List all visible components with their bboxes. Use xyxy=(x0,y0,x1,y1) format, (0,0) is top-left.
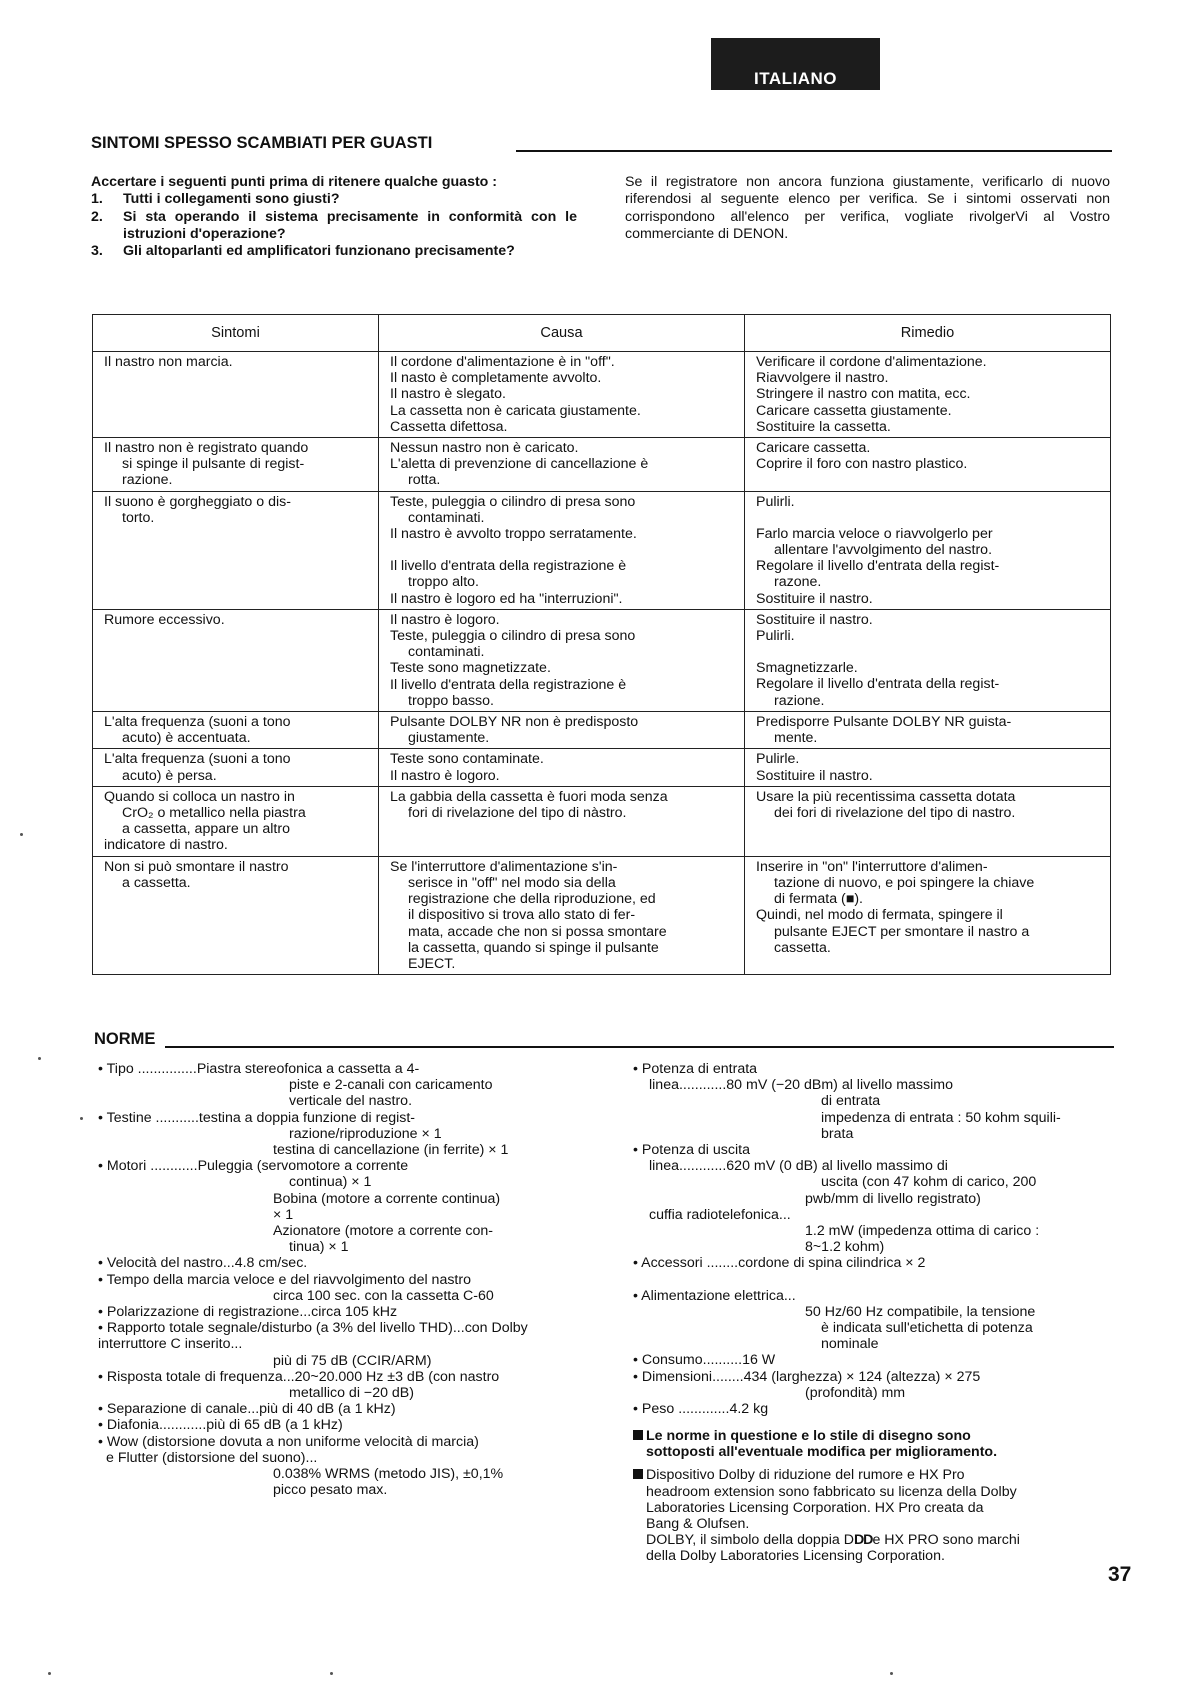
spec-label: • Potenza di entrata xyxy=(633,1061,758,1077)
spec-label-line xyxy=(98,1320,582,1352)
intro-list-item xyxy=(91,209,577,244)
spec-value: 4.8 cm/sec. xyxy=(234,1255,308,1272)
cell-line: Il nastro è logoro. xyxy=(390,611,500,628)
cell-line: mente. xyxy=(774,730,818,747)
spec-item xyxy=(633,1142,1115,1158)
spec-leader-dots: ........ xyxy=(702,1255,739,1272)
cell-line: serisce in "off" nel modo sia della xyxy=(408,874,616,891)
intro-note: Se il registratore non ancora funziona giustamente, verificarlo di nuovo riferendosi al seguente elenco per verifica. Se i sintomi osservati non corrispondono all'elenco per verifica, vogliate rivolgerVi al Vostro commerciante di DENON. xyxy=(625,174,1110,242)
spec-label-line xyxy=(633,1288,1115,1304)
table-cell-rimedio xyxy=(745,438,1111,492)
spec-value-line: metallico di −20 dB) xyxy=(289,1385,414,1402)
spec-value: con Dolby interruttore C inserito... xyxy=(98,1320,528,1353)
cell-line: la cassetta, quando si spinge il pulsante xyxy=(408,939,659,956)
cell-line: Smagnetizzarle. xyxy=(756,660,858,677)
table-cell-causa xyxy=(379,491,745,609)
specs-right-column xyxy=(633,1061,1115,1417)
spec-value: circa 105 kHz xyxy=(311,1304,398,1321)
cell-line: dei fori di rivelazione del tipo di nastro. xyxy=(774,805,1016,822)
intro-item-number: 3. xyxy=(91,243,103,260)
cell-line: Il suono è gorgheggiato o dis- xyxy=(104,493,291,510)
cell-line: rotta. xyxy=(408,472,441,489)
cell-line: tazione di nuovo, e poi spingere la chiave xyxy=(774,874,1035,891)
spec-value-line: × 1 xyxy=(273,1206,294,1223)
spec-leader-dots: ... xyxy=(282,1368,295,1385)
spec-item xyxy=(98,1304,582,1320)
table-body xyxy=(93,352,1111,975)
scan-speck xyxy=(38,1057,41,1060)
cell-line: contaminati. xyxy=(408,509,485,526)
spec-value: testina a doppia funzione di regist- xyxy=(198,1109,416,1126)
table-cell-causa xyxy=(379,712,745,749)
spec-value: 620 mV (0 dB) al livello massimo di xyxy=(726,1158,948,1175)
spec-value-line: razione/riproduzione × 1 xyxy=(289,1125,442,1142)
cell-line: Stringere il nastro con matita, ecc. xyxy=(756,386,971,403)
cell-line: Il nastro non marcia. xyxy=(104,354,233,370)
spec-leader-dots: ............. xyxy=(674,1401,730,1418)
spec-leader-dots: ... xyxy=(452,1320,465,1337)
spec-item xyxy=(633,1207,1115,1256)
table-row xyxy=(93,749,1111,786)
note-trademark xyxy=(633,1532,1117,1548)
cell-line: Regolare il livello d'entrata della regist- xyxy=(756,558,1000,575)
cell-line: Pulirle. xyxy=(756,751,800,768)
cell-line: Il livello d'entrata della registrazione è xyxy=(390,558,627,575)
spec-item xyxy=(98,1255,582,1271)
spec-leader-dots: ............ xyxy=(678,1158,727,1175)
intro-item-number: 1. xyxy=(91,191,103,208)
spec-item xyxy=(98,1401,582,1417)
spec-value: 4.2 kg xyxy=(729,1401,769,1418)
spec-item xyxy=(98,1320,582,1369)
header-sintomi: Sintomi xyxy=(93,315,379,352)
spec-value-line: nominale xyxy=(821,1336,879,1353)
spec-leader-dots: ... xyxy=(222,1255,235,1272)
spec-label: • Risposta totale di frequenza xyxy=(98,1368,283,1385)
cell-line: EJECT. xyxy=(408,955,456,972)
cell-line: registrazione che della riproduzione, ed xyxy=(408,891,656,908)
cell-line: Se l'interruttore d'alimentazione s'in- xyxy=(390,858,618,875)
table-row xyxy=(93,352,1111,438)
spec-label: • Motori xyxy=(98,1158,147,1175)
spec-label-line xyxy=(633,1352,1115,1368)
cell-line: troppo basso. xyxy=(408,692,494,709)
spec-item xyxy=(633,1352,1115,1368)
cell-line: L'aletta di prevenzione di cancellazione è xyxy=(390,456,649,473)
spec-label-line xyxy=(633,1142,1115,1158)
cell-line: Sostituire la cassetta. xyxy=(756,418,891,435)
cell-line: Non si può smontare il nastro xyxy=(104,858,289,875)
scan-speck xyxy=(330,1672,333,1675)
spec-leader-dots: ............ xyxy=(146,1158,198,1175)
spec-label-line xyxy=(633,1401,1115,1417)
square-bullet-icon xyxy=(633,1430,643,1440)
cell-line: contaminati. xyxy=(408,644,485,661)
spec-label-line xyxy=(98,1401,582,1417)
cell-line: razone. xyxy=(774,574,822,591)
spec-sublabel: linea xyxy=(649,1077,679,1094)
cell-line: Quindi, nel modo di fermata, spingere il xyxy=(756,907,1003,924)
cell-line: indicatore di nastro. xyxy=(104,837,228,854)
spec-item xyxy=(98,1417,582,1433)
spec-item xyxy=(633,1255,1115,1271)
spec-leader-dots: ........... xyxy=(151,1109,199,1126)
spec-leader-dots: ........ xyxy=(712,1368,744,1385)
spec-leader-dots: ... xyxy=(247,1401,260,1418)
cell-line: Sostituire il nastro. xyxy=(756,611,873,628)
spec-value-line: tinua) × 1 xyxy=(289,1239,349,1256)
section-rule xyxy=(165,1046,1114,1048)
spec-value-line: pwb/mm di livello registrato) xyxy=(805,1190,981,1207)
intro-item-text: Si sta operando il sistema precisamente in conformità con le istruzioni d'operazione? xyxy=(123,208,577,242)
table-cell-rimedio xyxy=(745,712,1111,749)
spec-value-line: uscita (con 47 kohm di carico, 200 xyxy=(821,1174,1037,1191)
spec-label-line xyxy=(98,1255,582,1271)
table-row xyxy=(93,491,1111,609)
scan-speck xyxy=(80,1117,83,1120)
spec-leader-dots: ............... xyxy=(133,1061,197,1077)
cell-line: Riavvolgere il nastro. xyxy=(756,370,889,387)
intro-item-number: 2. xyxy=(91,208,103,225)
spec-label: • Rapporto totale segnale/disturbo (a 3% del livello THD) xyxy=(98,1320,453,1337)
spec-value-line: circa 100 sec. con la cassetta C-60 xyxy=(273,1287,494,1304)
spec-item xyxy=(98,1158,582,1255)
spec-value-line: Bobina (motore a corrente continua) xyxy=(273,1190,501,1207)
spec-label: • Accessori xyxy=(633,1255,703,1272)
intro-checklist xyxy=(91,174,577,260)
table-row xyxy=(93,609,1111,711)
cell-spacer xyxy=(390,542,734,558)
table-cell-sintomi xyxy=(93,712,379,749)
specs-notes xyxy=(633,1428,1117,1565)
section-rule xyxy=(516,150,1112,152)
spec-label: • Polarizzazione di registrazione xyxy=(98,1304,300,1321)
spec-label-line xyxy=(633,1207,1115,1223)
header-causa: Causa xyxy=(379,315,745,352)
intro-heading: Accertare i seguenti punti prima di ritenere qualche guasto : xyxy=(91,174,498,190)
spec-value-line: 1.2 mW (impedenza ottima di carico : xyxy=(805,1223,1040,1240)
intro-list xyxy=(91,191,577,260)
language-badge xyxy=(711,38,880,90)
note-dolby-line: Laboratories Licensing Corporation. HX Pro creata da xyxy=(646,1499,984,1516)
spec-label: • Consumo xyxy=(633,1352,703,1369)
intro-item-text: Gli altoparlanti ed amplificatori funzionano precisamente? xyxy=(123,243,515,260)
cell-line: razione. xyxy=(122,472,173,489)
spec-label: • Potenza di uscita xyxy=(633,1142,750,1159)
spec-value-line: brata xyxy=(821,1125,854,1142)
spec-value-line: piste e 2-canali con caricamento xyxy=(289,1077,493,1094)
table-cell-rimedio xyxy=(745,491,1111,609)
table-cell-causa xyxy=(379,352,745,438)
language-label: ITALIANO xyxy=(753,68,837,88)
spec-item xyxy=(98,1434,582,1499)
table-cell-rimedio xyxy=(745,786,1111,856)
cell-line: Pulirli. xyxy=(756,493,795,510)
spec-label-line xyxy=(633,1061,1115,1077)
note-dolby-line: Bang & Olufsen. xyxy=(646,1516,750,1533)
cell-line: Teste, puleggia o cilindro di presa sono xyxy=(390,493,636,510)
spec-label-line xyxy=(98,1369,582,1385)
cell-line: allentare l'avvolgimento del nastro. xyxy=(774,542,993,559)
cell-line: troppo alto. xyxy=(408,574,479,591)
cell-line: Il nastro è logoro. xyxy=(390,767,500,784)
cell-line: Il nasto è completamente avvolto. xyxy=(390,370,602,387)
spec-label-line xyxy=(98,1434,582,1450)
spec-value-line: continua) × 1 xyxy=(289,1174,372,1191)
spec-label: • Diafonia xyxy=(98,1417,159,1434)
table-cell-sintomi xyxy=(93,438,379,492)
spec-value-line: testina di cancellazione (in ferrite) × 1 xyxy=(273,1142,509,1159)
note-changes-line: Le norme in questione e lo stile di disegno sono xyxy=(646,1428,971,1444)
spec-value: più di 40 dB (a 1 kHz) xyxy=(259,1401,396,1418)
cell-line: Pulirli. xyxy=(756,628,795,645)
cell-line: giustamente. xyxy=(408,730,490,747)
spec-item xyxy=(633,1158,1115,1207)
table-cell-sintomi xyxy=(93,786,379,856)
cell-line: Caricare cassetta giustamente. xyxy=(756,402,952,419)
cell-line: Pulsante DOLBY NR non è predisposto xyxy=(390,714,639,731)
spec-item xyxy=(98,1272,582,1304)
spec-value: 434 (larghezza) × 124 (altezza) × 275 xyxy=(743,1368,981,1385)
spec-value: 20~20.000 Hz ±3 dB (con nastro xyxy=(294,1368,500,1385)
spec-value: Puleggia (servomotore a corrente xyxy=(197,1158,409,1175)
spec-label-line xyxy=(633,1158,1115,1174)
table-cell-sintomi xyxy=(93,609,379,711)
cell-line: Teste, puleggia o cilindro di presa sono xyxy=(390,628,636,645)
spec-value-line: è indicata sull'etichetta di potenza xyxy=(821,1320,1033,1337)
spec-value-line: picco pesato max. xyxy=(273,1482,388,1499)
section-title-troubleshooting: SINTOMI SPESSO SCAMBIATI PER GUASTI xyxy=(91,134,433,152)
table-row xyxy=(93,712,1111,749)
section-title-specs: NORME xyxy=(94,1030,156,1048)
table-row xyxy=(93,856,1111,974)
spec-value: 16 W xyxy=(742,1352,776,1369)
spec-label: • Peso xyxy=(633,1401,675,1418)
spec-label-line xyxy=(98,1158,582,1174)
intro-list-item xyxy=(91,191,577,208)
header-rimedio: Rimedio xyxy=(745,315,1111,352)
spec-leader-dots: ............ xyxy=(158,1417,207,1434)
note-dolby-line: headroom extension sono fabbricato su licenza della Dolby xyxy=(646,1483,1017,1500)
cell-line: Caricare cassetta. xyxy=(756,440,871,457)
note-trademark-text: e HX PRO sono marchi xyxy=(872,1532,1020,1549)
cell-line: Il nastro è logoro ed ha "interruzioni". xyxy=(390,590,623,607)
cell-line: Verificare il cordone d'alimentazione. xyxy=(756,354,987,370)
cell-line: Predisporre Pulsante DOLBY NR guista- xyxy=(756,714,1012,731)
cell-line: a cassetta, appare un altro xyxy=(122,821,290,838)
cell-line: Rumore eccessivo. xyxy=(104,611,225,628)
scan-speck xyxy=(48,1672,51,1675)
spec-value: 80 mV (−20 dBm) al livello massimo xyxy=(726,1077,953,1094)
table-cell-sintomi xyxy=(93,856,379,974)
cell-line: pulsante EJECT per smontare il nastro a xyxy=(774,923,1030,940)
spec-value-line: 50 Hz/60 Hz compatibile, la tensione xyxy=(805,1303,1036,1320)
table-cell-rimedio xyxy=(745,609,1111,711)
scan-speck xyxy=(20,833,23,836)
cell-line: Inserire in "on" l'interruttore d'alimen- xyxy=(756,858,988,875)
spec-value-line: Azionatore (motore a corrente con- xyxy=(273,1223,494,1240)
spec-leader-dots: ............ xyxy=(678,1077,727,1094)
cell-line: razione. xyxy=(774,692,825,709)
cell-line: cassetta. xyxy=(774,939,831,956)
spec-item xyxy=(633,1369,1115,1401)
spec-label: • Wow (distorsione dovuta a non uniforme velocità di marcia) xyxy=(98,1433,479,1450)
table-cell-rimedio xyxy=(745,749,1111,786)
cell-line: a cassetta. xyxy=(122,874,191,891)
page-number: 37 xyxy=(1108,1563,1132,1586)
troubleshooting-table xyxy=(92,314,1111,975)
cell-line: Farlo marcia veloce o riavvolgerlo per xyxy=(756,525,993,542)
cell-line: mata, accade che non si possa smontare xyxy=(408,923,667,940)
note-dolby xyxy=(633,1467,1117,1564)
spec-label-line xyxy=(98,1272,582,1288)
cell-line: si spinge il pulsante di regist- xyxy=(122,456,305,473)
spec-item xyxy=(98,1061,582,1110)
cell-spacer xyxy=(756,510,1100,526)
square-bullet-icon xyxy=(633,1469,643,1479)
intro-item-text: Tutti i collegamenti sono giusti? xyxy=(123,191,340,208)
note-trademark-text: DOLBY, il simbolo della doppia D xyxy=(646,1532,854,1549)
cell-line: Quando si colloca un nastro in xyxy=(104,788,295,805)
cell-line: torto. xyxy=(122,509,155,526)
table-cell-causa xyxy=(379,438,745,492)
cell-line: Il nastro è slegato. xyxy=(390,386,506,403)
spec-label: • Dimensioni xyxy=(633,1368,713,1385)
spec-label-line xyxy=(98,1304,582,1320)
cell-line: L'alta frequenza (suoni a tono xyxy=(104,714,291,731)
spec-value-line: impedenza di entrata : 50 kohm squili- xyxy=(821,1109,1061,1126)
cell-line: Sostituire il nastro. xyxy=(756,767,873,784)
cell-line: di fermata (■). xyxy=(774,891,863,908)
cell-line: Cassetta difettosa. xyxy=(390,418,508,435)
double-d-logo: DD xyxy=(853,1532,873,1549)
spec-item xyxy=(98,1110,582,1159)
cell-line: Coprire il foro con nastro plastico. xyxy=(756,456,968,473)
note-changes xyxy=(633,1428,1117,1460)
intro-list-item xyxy=(91,243,577,260)
cell-line: fori di rivelazione del tipo di nàstro. xyxy=(408,805,627,822)
spec-label-line xyxy=(98,1110,582,1126)
spec-item xyxy=(633,1288,1115,1353)
table-cell-causa xyxy=(379,749,745,786)
spec-label: • Tipo xyxy=(98,1061,134,1077)
cell-line: Il nastro è avvolto troppo serratamente. xyxy=(390,526,637,543)
spec-value-line: 8~1.2 kohm) xyxy=(805,1239,885,1256)
cell-spacer xyxy=(756,644,1100,660)
cell-line: acuto) è accentuata. xyxy=(122,730,251,747)
spec-label-line xyxy=(633,1369,1115,1385)
spec-label-line: e Flutter (distorsione del suono)... xyxy=(106,1449,318,1466)
table-cell-causa xyxy=(379,786,745,856)
spec-label: • Testine xyxy=(98,1109,152,1126)
table-cell-rimedio xyxy=(745,856,1111,974)
note-dolby-line: Dispositivo Dolby di riduzione del rumore e HX Pro xyxy=(646,1467,965,1484)
spec-label: • Separazione di canale xyxy=(98,1401,248,1418)
spec-label-line xyxy=(633,1077,1115,1093)
spec-leader-dots: ... xyxy=(299,1304,312,1321)
cell-line: L'alta frequenza (suoni a tono xyxy=(104,751,291,768)
table-cell-rimedio xyxy=(745,352,1111,438)
table-row xyxy=(93,438,1111,492)
table-cell-sintomi xyxy=(93,352,379,438)
cell-line: Teste sono contaminate. xyxy=(390,751,544,768)
spec-item xyxy=(633,1401,1115,1417)
spec-label: • Velocità del nastro xyxy=(98,1255,223,1272)
cell-line: Nessun nastro non è caricato. xyxy=(390,440,579,457)
cell-line: Il livello d'entrata della registrazione è xyxy=(390,676,627,693)
note-trademark-line: della Dolby Laboratories Licensing Corporation. xyxy=(646,1548,945,1565)
spec-item xyxy=(633,1061,1115,1077)
cell-line: La gabbia della cassetta è fuori moda senza xyxy=(390,788,668,805)
spec-sublabel: cuffia radiotelefonica... xyxy=(649,1206,791,1223)
table-cell-causa xyxy=(379,609,745,711)
cell-line: La cassetta non è caricata giustamente. xyxy=(390,402,641,419)
table-cell-causa xyxy=(379,856,745,974)
spec-value-line: più di 75 dB (CCIR/ARM) xyxy=(273,1352,432,1369)
spec-value-line: verticale del nastro. xyxy=(289,1093,413,1110)
spec-item xyxy=(633,1077,1115,1142)
cell-line: Sostituire il nastro. xyxy=(756,590,873,607)
spec-value: più di 65 dB (a 1 kHz) xyxy=(206,1417,343,1434)
spec-value: cordone di spina cilindrica × 2 xyxy=(738,1255,926,1272)
table-row xyxy=(93,786,1111,856)
spec-label-line xyxy=(98,1061,582,1077)
cell-line: Il nastro non è registrato quando xyxy=(104,440,309,457)
spec-value-line: di entrata xyxy=(821,1093,881,1110)
spec-label-line xyxy=(98,1417,582,1433)
cell-line: Il cordone d'alimentazione è in "off". xyxy=(390,354,615,370)
spec-label: • Tempo della marcia veloce e del riavvolgimento del nastro xyxy=(98,1271,471,1288)
scan-speck xyxy=(890,1672,893,1675)
spec-item xyxy=(98,1369,582,1401)
cell-line: CrO₂ o metallico nella piastra xyxy=(122,805,306,822)
spec-sublabel: linea xyxy=(649,1158,679,1175)
table-cell-sintomi xyxy=(93,749,379,786)
cell-line: il dispositivo si trova allo stato di fer- xyxy=(408,907,636,924)
spec-value-line: (profondità) mm xyxy=(805,1384,906,1401)
cell-line: Regolare il livello d'entrata della regist- xyxy=(756,676,1000,693)
cell-line: Teste sono magnetizzate. xyxy=(390,660,551,677)
cell-line: Usare la più recentissima cassetta dotata xyxy=(756,788,1016,805)
specs-left-column xyxy=(98,1061,582,1498)
spec-label-line xyxy=(633,1255,1115,1271)
cell-line: acuto) è persa. xyxy=(122,767,217,784)
spec-value-line: 0.038% WRMS (metodo JIS), ±0,1% xyxy=(273,1466,504,1483)
spec-label: • Alimentazione elettrica... xyxy=(633,1287,796,1304)
table-header-row xyxy=(93,315,1111,352)
spec-leader-dots: .......... xyxy=(702,1352,743,1369)
table-cell-sintomi xyxy=(93,491,379,609)
note-changes-line: sottoposti all'eventuale modifica per miglioramento. xyxy=(646,1444,998,1461)
spec-value: Piastra stereofonica a cassetta a 4- xyxy=(196,1061,420,1077)
